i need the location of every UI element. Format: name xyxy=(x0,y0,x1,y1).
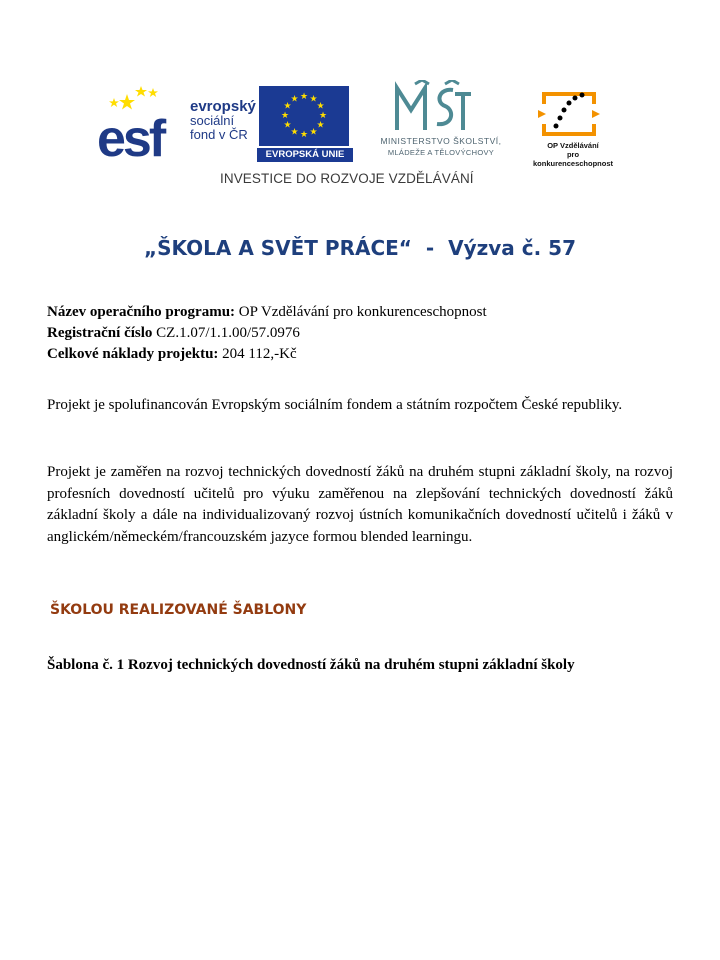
esf-line1: evropský xyxy=(190,98,256,115)
op-logo xyxy=(536,86,602,142)
eu-stars-icon xyxy=(259,86,349,146)
reg-label: Registrační číslo xyxy=(47,325,153,341)
svg-text:★: ★ xyxy=(283,120,292,131)
esf-line2: sociální xyxy=(190,113,235,128)
project-info xyxy=(47,302,487,365)
msmt-line2: MLÁDEŽE A TĚLOVÝCHOVY xyxy=(387,148,495,157)
svg-text:★: ★ xyxy=(309,127,318,138)
msmt-logo xyxy=(393,80,473,134)
svg-text:★: ★ xyxy=(299,130,309,140)
svg-text:★: ★ xyxy=(318,111,328,121)
sablona-item: Šablona č. 1 Rozvoj technických dovedností žáků na druhém stupni základní školy xyxy=(47,657,575,673)
program-row xyxy=(47,302,487,323)
msmt-text xyxy=(362,136,520,158)
svg-text:★: ★ xyxy=(290,94,299,105)
program-label: Název operačního programu: xyxy=(47,304,236,320)
investice-tagline: INVESTICE DO ROZVOJE VZDĚLÁVÁNÍ xyxy=(220,171,474,186)
esf-logo-text xyxy=(190,100,256,142)
costs-label: Celkové náklady projektu: xyxy=(47,346,219,362)
op-text xyxy=(528,141,618,168)
costs-value: 204 112,-Kč xyxy=(218,346,297,362)
svg-text:★: ★ xyxy=(316,120,325,131)
svg-text:★: ★ xyxy=(299,92,309,102)
reg-row xyxy=(47,323,487,344)
page-title: „ŠKOLA A SVĚT PRÁCE“ - Výzva č. 57 xyxy=(143,236,576,260)
eu-flag xyxy=(259,86,349,146)
eu-label: EVROPSKÁ UNIE xyxy=(257,148,353,162)
svg-text:esf: esf xyxy=(97,110,164,162)
svg-text:★: ★ xyxy=(290,127,299,138)
op-line1: OP Vzdělávání xyxy=(547,141,599,150)
paragraph-description: Projekt je zaměřen na rozvoj technických dovedností žáků na druhém stupni základní školy, na rozvoj profesních dovedností učitelů pro výuku zaměřenou na zlepšování technických dovedností žáků základní školy a dále na individualizovaný rozvoj ústních komunikačních dovedností učitelů i žáků v anglickém/německém/francouzském jazyce formou blended learningu. xyxy=(47,464,673,545)
costs-row xyxy=(47,344,487,365)
program-value: OP Vzdělávání pro konkurenceschopnost xyxy=(235,304,487,320)
reg-value: CZ.1.07/1.1.00/57.0976 xyxy=(152,325,300,341)
svg-text:★: ★ xyxy=(283,101,292,112)
op-line2: pro konkurenceschopnost xyxy=(532,150,614,168)
svg-text:★: ★ xyxy=(280,111,290,121)
svg-text:★: ★ xyxy=(316,101,325,112)
esf-line3: fond v ČR xyxy=(190,127,248,142)
section-title: ŠKOLOU REALIZOVANÉ ŠABLONY xyxy=(50,602,307,618)
svg-text:★: ★ xyxy=(309,94,318,105)
msmt-line1: MINISTERSTVO ŠKOLSTVÍ, xyxy=(380,136,502,146)
paragraph-cofinancing: Projekt je spolufinancován Evropským sociálním fondem a státním rozpočtem České republiky. xyxy=(47,397,623,413)
